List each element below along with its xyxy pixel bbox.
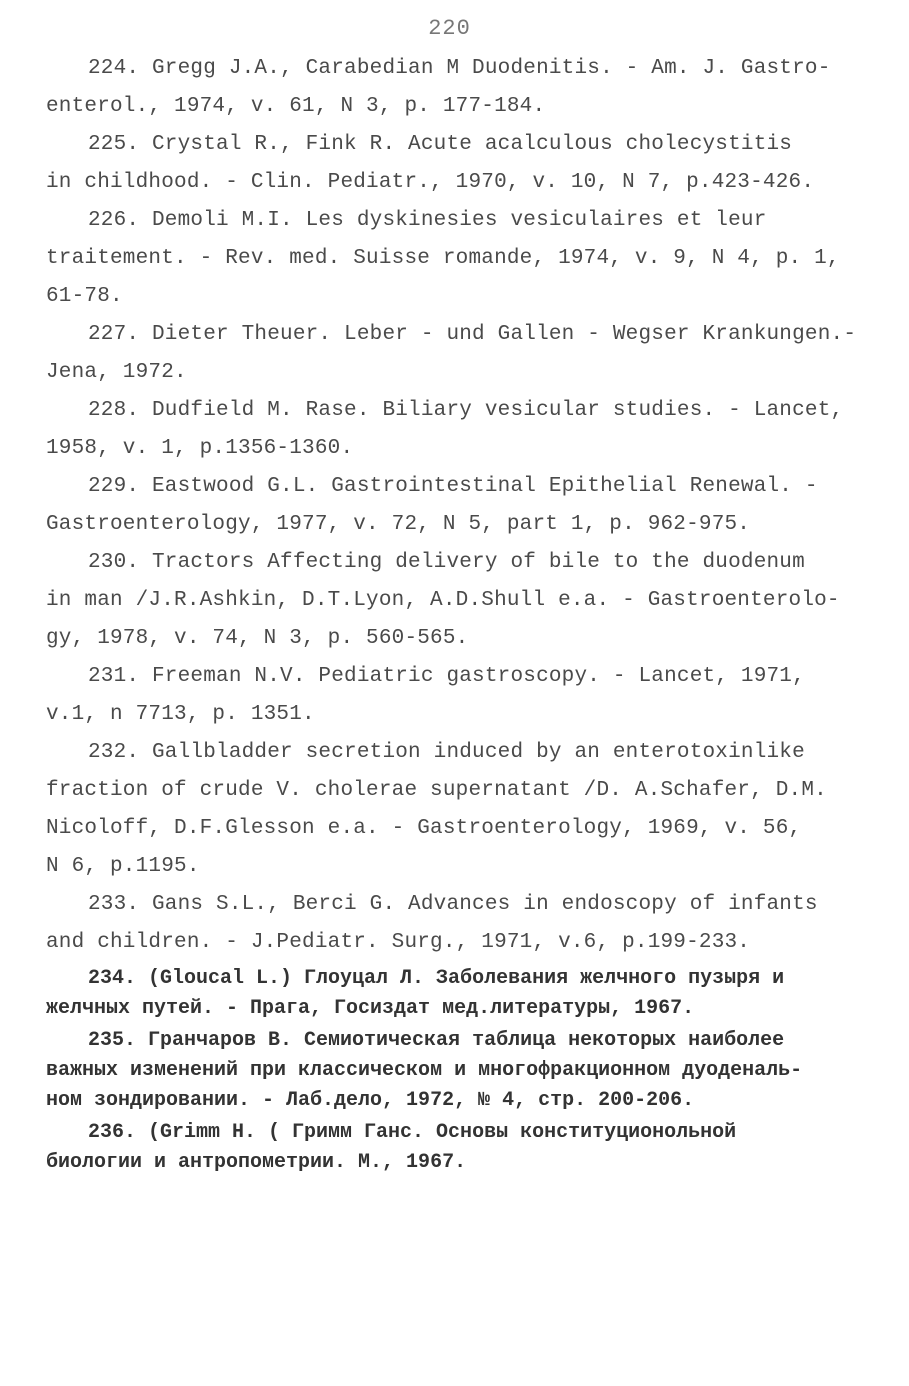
reference-line: 225. Crystal R., Fink R. Acute acalculous cholecystitis	[88, 133, 793, 156]
reference-line: in childhood. - Clin. Pediatr., 1970, v. 10, N 7, p.423-426.	[46, 171, 815, 194]
reference-entry	[46, 316, 876, 392]
reference-line: биологии и антропометрии. М., 1967.	[46, 1151, 467, 1174]
reference-line: Nicoloff, D.F.Glesson e.a. - Gastroenterology, 1969, v. 56,	[46, 817, 802, 840]
reference-line: Gastroenterology, 1977, v. 72, N 5, part 1, p. 962-975.	[46, 513, 751, 536]
reference-line: and children. - J.Pediatr. Surg., 1971, v.6, p.199-233.	[46, 931, 751, 954]
reference-line: N 6, p.1195.	[46, 855, 200, 878]
reference-entry	[46, 544, 876, 658]
reference-line: 229. Eastwood G.L. Gastrointestinal Epithelial Renewal. -	[88, 475, 818, 498]
reference-entry	[46, 202, 876, 316]
reference-line: in man /J.R.Ashkin, D.T.Lyon, A.D.Shull e.a. - Gastroenterolo-	[46, 589, 840, 612]
reference-entry	[46, 658, 876, 734]
reference-line: 235. Гранчаров В. Семиотическая таблица некоторых наиболее	[88, 1029, 785, 1052]
reference-line: enterol., 1974, v. 61, N 3, p. 177-184.	[46, 95, 546, 118]
reference-line: 234. (Gloucal L.) Глоуцал Л. Заболевания желчного пузыря и	[88, 967, 785, 990]
reference-line: 61-78.	[46, 285, 123, 308]
reference-line: 230. Tractors Affecting delivery of bile to the duodenum	[88, 551, 805, 574]
reference-line: 231. Freeman N.V. Pediatric gastroscopy. - Lancet, 1971,	[88, 665, 805, 688]
reference-line: 232. Gallbladder secretion induced by an enterotoxinlike	[88, 741, 805, 764]
reference-line: Jena, 1972.	[46, 361, 187, 384]
reference-entry	[46, 1118, 876, 1178]
reference-entry	[46, 1026, 876, 1116]
reference-line: 224. Gregg J.A., Carabedian M Duodenitis. - Am. J. Gastro-	[88, 57, 831, 80]
reference-line: v.1, n 7713, p. 1351.	[46, 703, 315, 726]
reference-line: 236. (Grimm H. ( Гримм Ганс. Основы конституционольной	[88, 1121, 737, 1144]
reference-entry	[46, 734, 876, 886]
reference-entry	[46, 886, 876, 962]
reference-line: 227. Dieter Theuer. Leber - und Gallen - Wegser Krankungen.-	[88, 323, 857, 346]
reference-entry	[46, 468, 876, 544]
reference-line: 226. Demoli M.I. Les dyskinesies vesiculaires et leur	[88, 209, 767, 232]
reference-line: ном зондировании. - Лаб.дело, 1972, № 4, стр. 200-206.	[46, 1089, 695, 1112]
reference-entry	[46, 964, 876, 1024]
reference-entry	[46, 50, 876, 126]
reference-line: 228. Dudfield M. Rase. Biliary vesicular studies. - Lancet,	[88, 399, 844, 422]
page-number: 220	[428, 16, 471, 41]
reference-line: желчных путей. - Прага, Госиздат мед.литературы, 1967.	[46, 997, 695, 1020]
reference-line: 1958, v. 1, p.1356-1360.	[46, 437, 354, 460]
reference-line: gy, 1978, v. 74, N 3, p. 560-565.	[46, 627, 469, 650]
reference-entry	[46, 126, 876, 202]
reference-line: traitement. - Rev. med. Suisse romande, 1974, v. 9, N 4, p. 1,	[46, 247, 840, 270]
reference-line: важных изменений при классическом и многофракционном дуоденаль-	[46, 1059, 803, 1082]
reference-line: 233. Gans S.L., Berci G. Advances in endoscopy of infants	[88, 893, 818, 916]
reference-list	[46, 50, 876, 1178]
reference-line: fraction of crude V. cholerae supernatant /D. A.Schafer, D.M.	[46, 779, 827, 802]
reference-entry	[46, 392, 876, 468]
